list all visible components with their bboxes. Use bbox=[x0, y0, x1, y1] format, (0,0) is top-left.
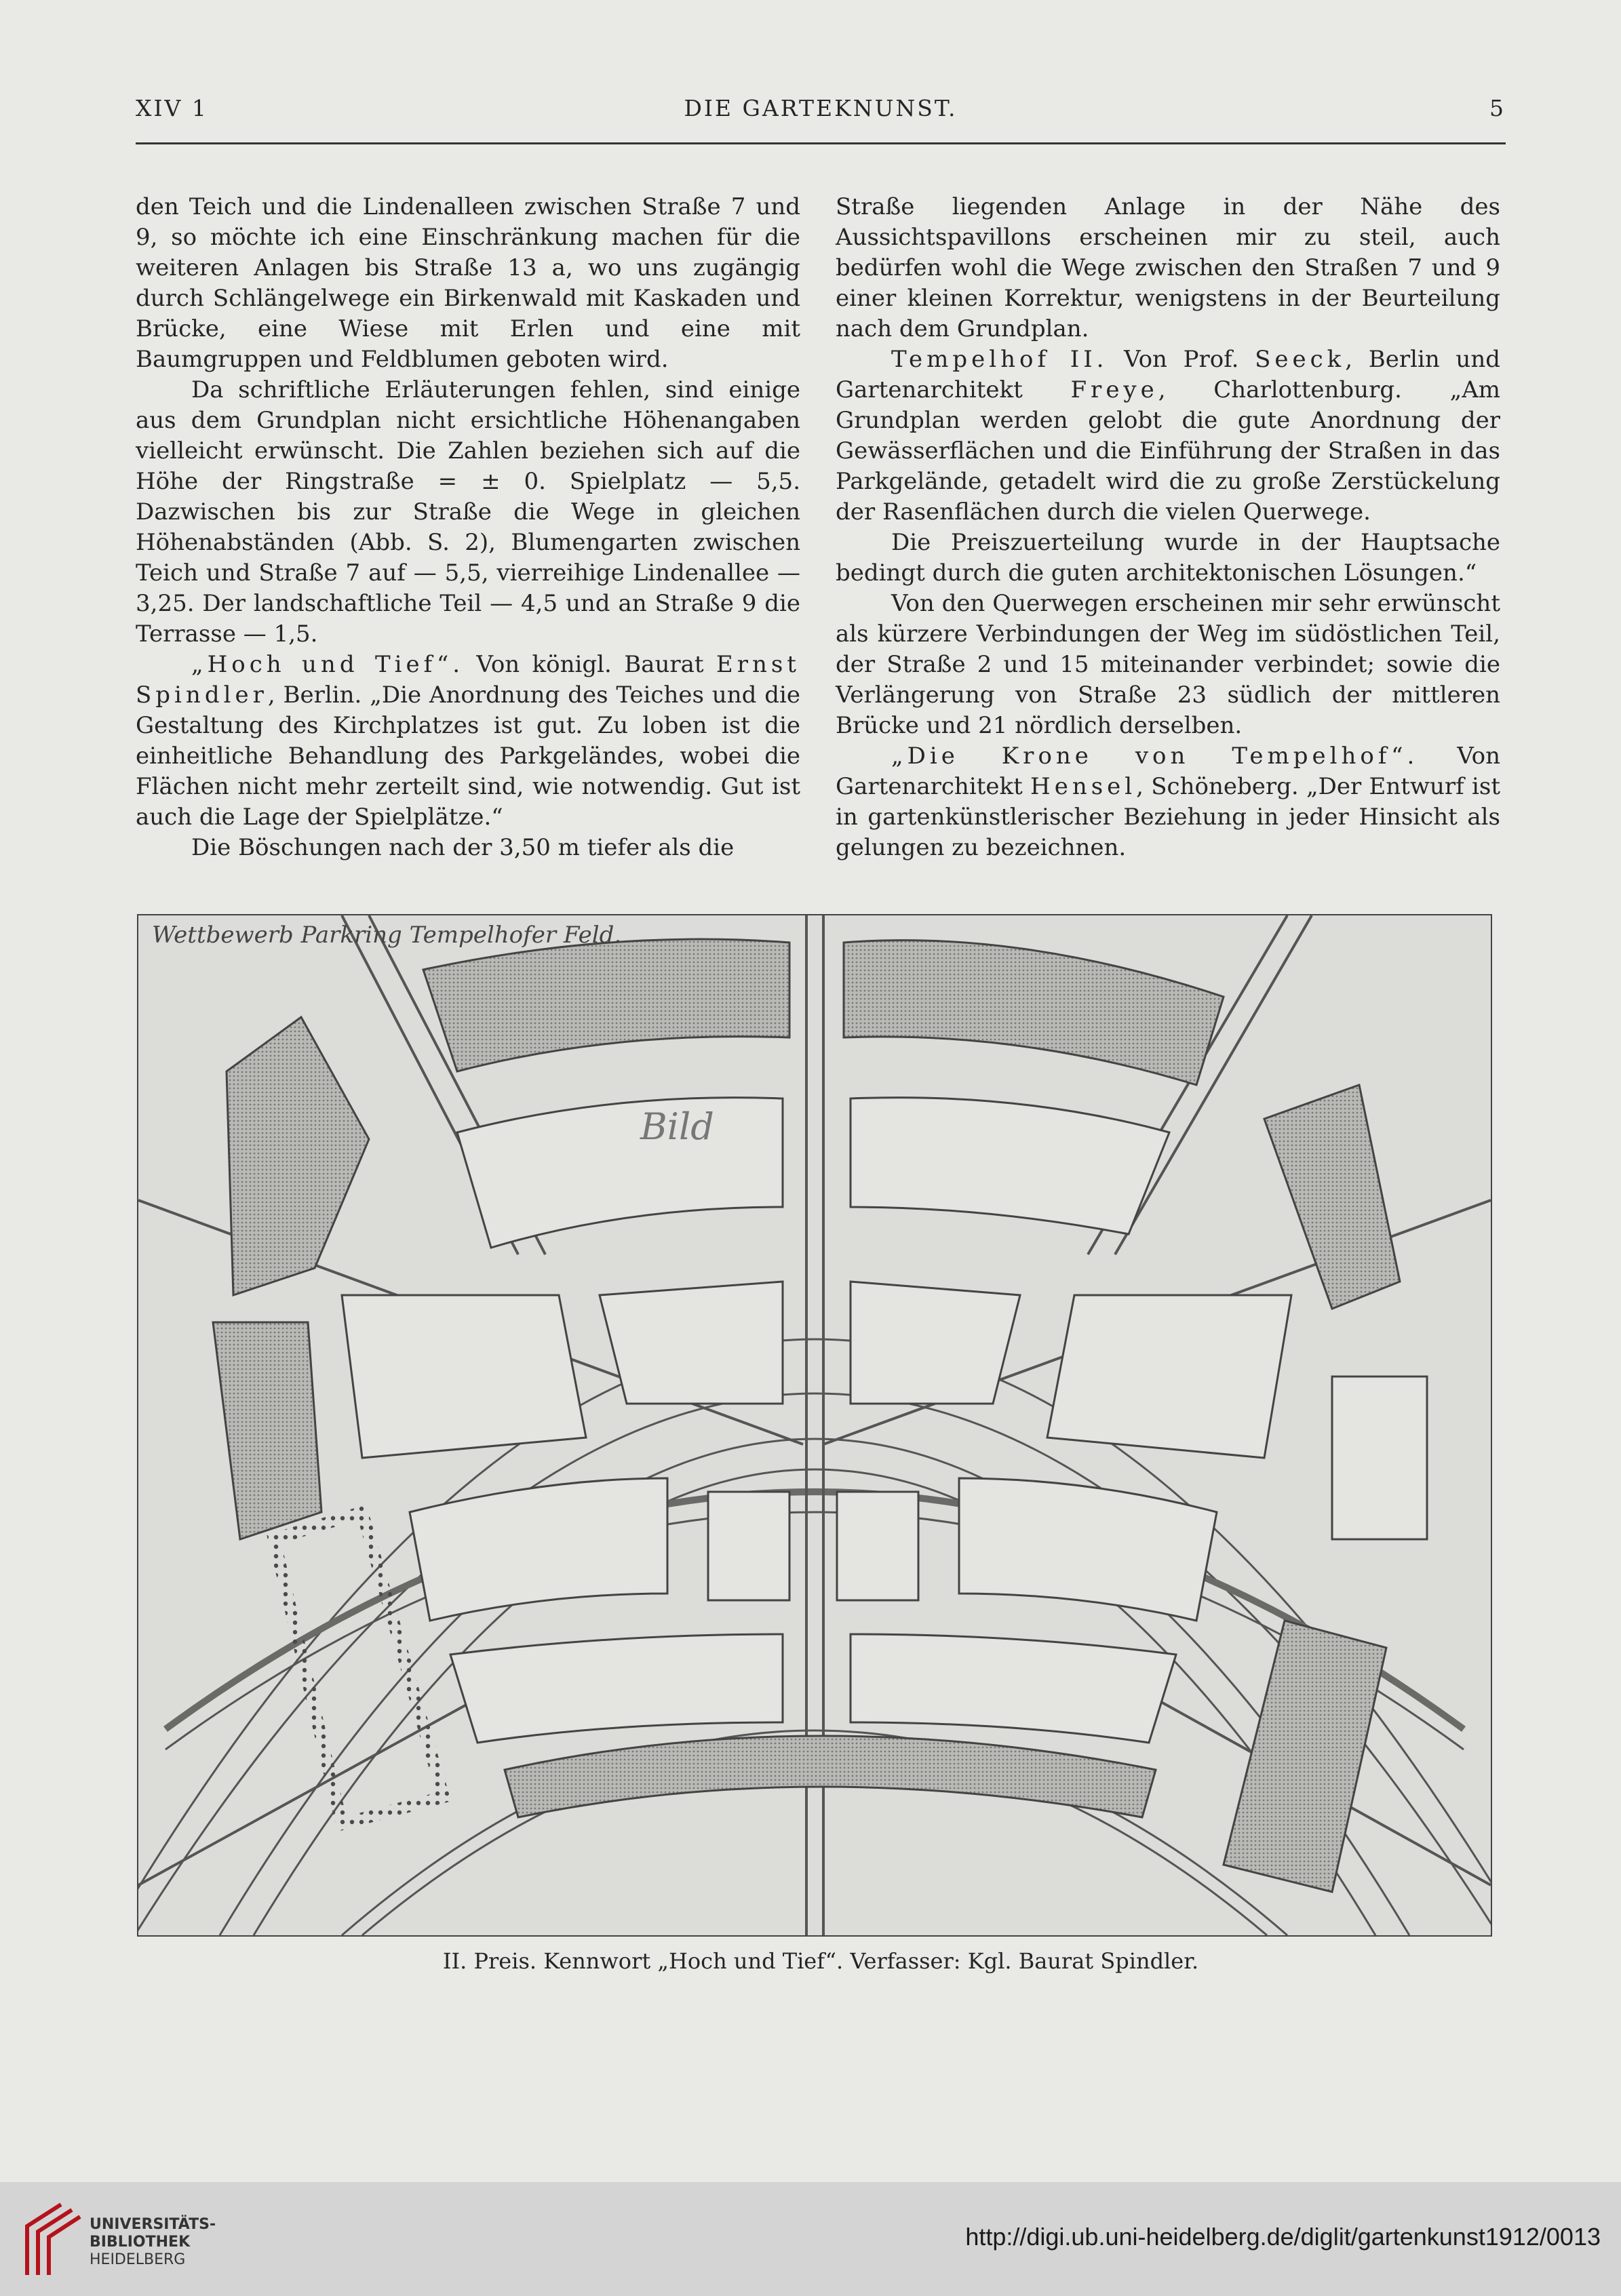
left-paragraph-4: Die Böschungen nach der 3,50 m tiefer als die bbox=[191, 834, 735, 861]
library-name: UNIVERSITÄTS- BIBLIOTHEK HEIDELBERG bbox=[90, 2216, 216, 2268]
right-column bbox=[836, 192, 1500, 863]
permalink-url[interactable]: http://digi.ub.uni-heidelberg.de/diglit/gartenkunst1912/0013 bbox=[965, 2223, 1601, 2251]
plan-stamp: Bild bbox=[640, 1105, 714, 1148]
entry-title: „Hoch und Tief“. bbox=[191, 651, 465, 678]
right-paragraph-5: „Die Krone von Tempelhof“. Von Gartenarchitekt Hensel, Schöneberg. „Der Entwurf ist in gartenkünstlerischer Beziehung in jeder Hinsicht als gelungen zu bezeichnen. bbox=[836, 743, 1501, 861]
right-paragraph-1: Straße liegenden Anlage in der Nähe des Aussichtspavillons erscheinen mir zu steil, auch bedürfen wohl die Wege zwischen den Straßen 7 und 9 einer kleinen Korrektur, wenigstens in der Beurteilung nach dem Grundplan. bbox=[836, 193, 1500, 342]
figure-caption: II. Preis. Kennwort „Hoch und Tief“. Verfasser: Kgl. Baurat Spindler. bbox=[442, 1948, 1199, 1974]
park-plan-figure bbox=[137, 914, 1492, 1937]
right-paragraph-3: Die Preiszuerteilung wurde in der Hauptsache bedingt durch die guten architektonischen Lösungen.“ bbox=[836, 529, 1500, 587]
author-name: Freye bbox=[1070, 376, 1158, 403]
left-column bbox=[136, 192, 800, 863]
left-paragraph-1: den Teich und die Lindenalleen zwischen Straße 7 und 9, so möchte ich eine Einschränkung machen für die weiteren Anlagen bis Straße 13 a, wo uns zugängig durch Schlängelwege ein Birkenwald mit Kaskaden und Brücke, eine Wiese mit Erlen und eine mit Baumgruppen und Feldblumen geboten wird. bbox=[136, 193, 800, 373]
library-logo-icon bbox=[20, 2199, 83, 2279]
right-paragraph-2: Tempelhof II. Von Prof. Seeck, Berlin und Gartenarchitekt Freye, Charlottenburg. „Am Grundplan werden gelobt die gute Anordnung der Gewässerflächen und die Einführung der Straßen in das Parkgelände, getadelt wird die zu große Zerstückelung der Rasenflächen durch die vielen Querwege. bbox=[836, 346, 1500, 526]
running-header bbox=[136, 95, 1506, 129]
journal-title: DIE GARTEKNUNST. bbox=[684, 95, 958, 121]
plan-inscription: Wettbewerb Parkring Tempelhofer Feld. bbox=[152, 922, 622, 949]
entry-title: „Die Krone von Tempelhof“. bbox=[891, 743, 1419, 770]
author-name: Seeck bbox=[1255, 346, 1346, 373]
left-paragraph-3: „Hoch und Tief“. Von königl. Baurat Ernst Spindler, Berlin. „Die Anordnung des Teiches und die Gestaltung des Kirchplatzes ist gut. Zu loben ist die einheitliche Behandlung des Parkgeländes, wobei die Flächen nicht mehr zerteilt sind, wie notwendig. Gut ist auch die Lage der Spielplätze.“ bbox=[136, 651, 800, 831]
library-footer bbox=[0, 2182, 1621, 2296]
park-plan-drawing bbox=[138, 915, 1491, 1935]
author-name: Hensel bbox=[1030, 773, 1137, 800]
header-rule bbox=[136, 142, 1506, 144]
volume-number: XIV 1 bbox=[136, 95, 208, 121]
left-paragraph-2: Da schriftliche Erläuterungen fehlen, sind einige aus dem Grundplan nicht ersichtliche Höhenangaben vielleicht erwünscht. Die Zahlen beziehen sich auf die Höhe der Ringstraße = ± 0. Spielplatz — 5,5. Dazwischen bis zur Straße die Wege in gleichen Höhenabständen (Abb. S. 2), Blumengarten zwischen Teich und Straße 7 auf — 5,5, vierreihige Lindenallee — 3,25. Der landschaftliche Teil — 4,5 und an Straße 9 die Terrasse — 1,5. bbox=[136, 376, 800, 648]
entry-title: Tempelhof II. bbox=[891, 346, 1108, 373]
right-paragraph-4: Von den Querwegen erscheinen mir sehr erwünscht als kürzere Verbindungen der Weg im südöstlichen Teil, der Straße 2 und 15 miteinander verbindet; sowie die Verlängerung von Straße 23 südlich der mittleren Brücke und 21 nördlich derselben. bbox=[836, 590, 1500, 739]
author-name: Ernst Spindler bbox=[136, 651, 800, 709]
page-number: 5 bbox=[1489, 95, 1506, 121]
